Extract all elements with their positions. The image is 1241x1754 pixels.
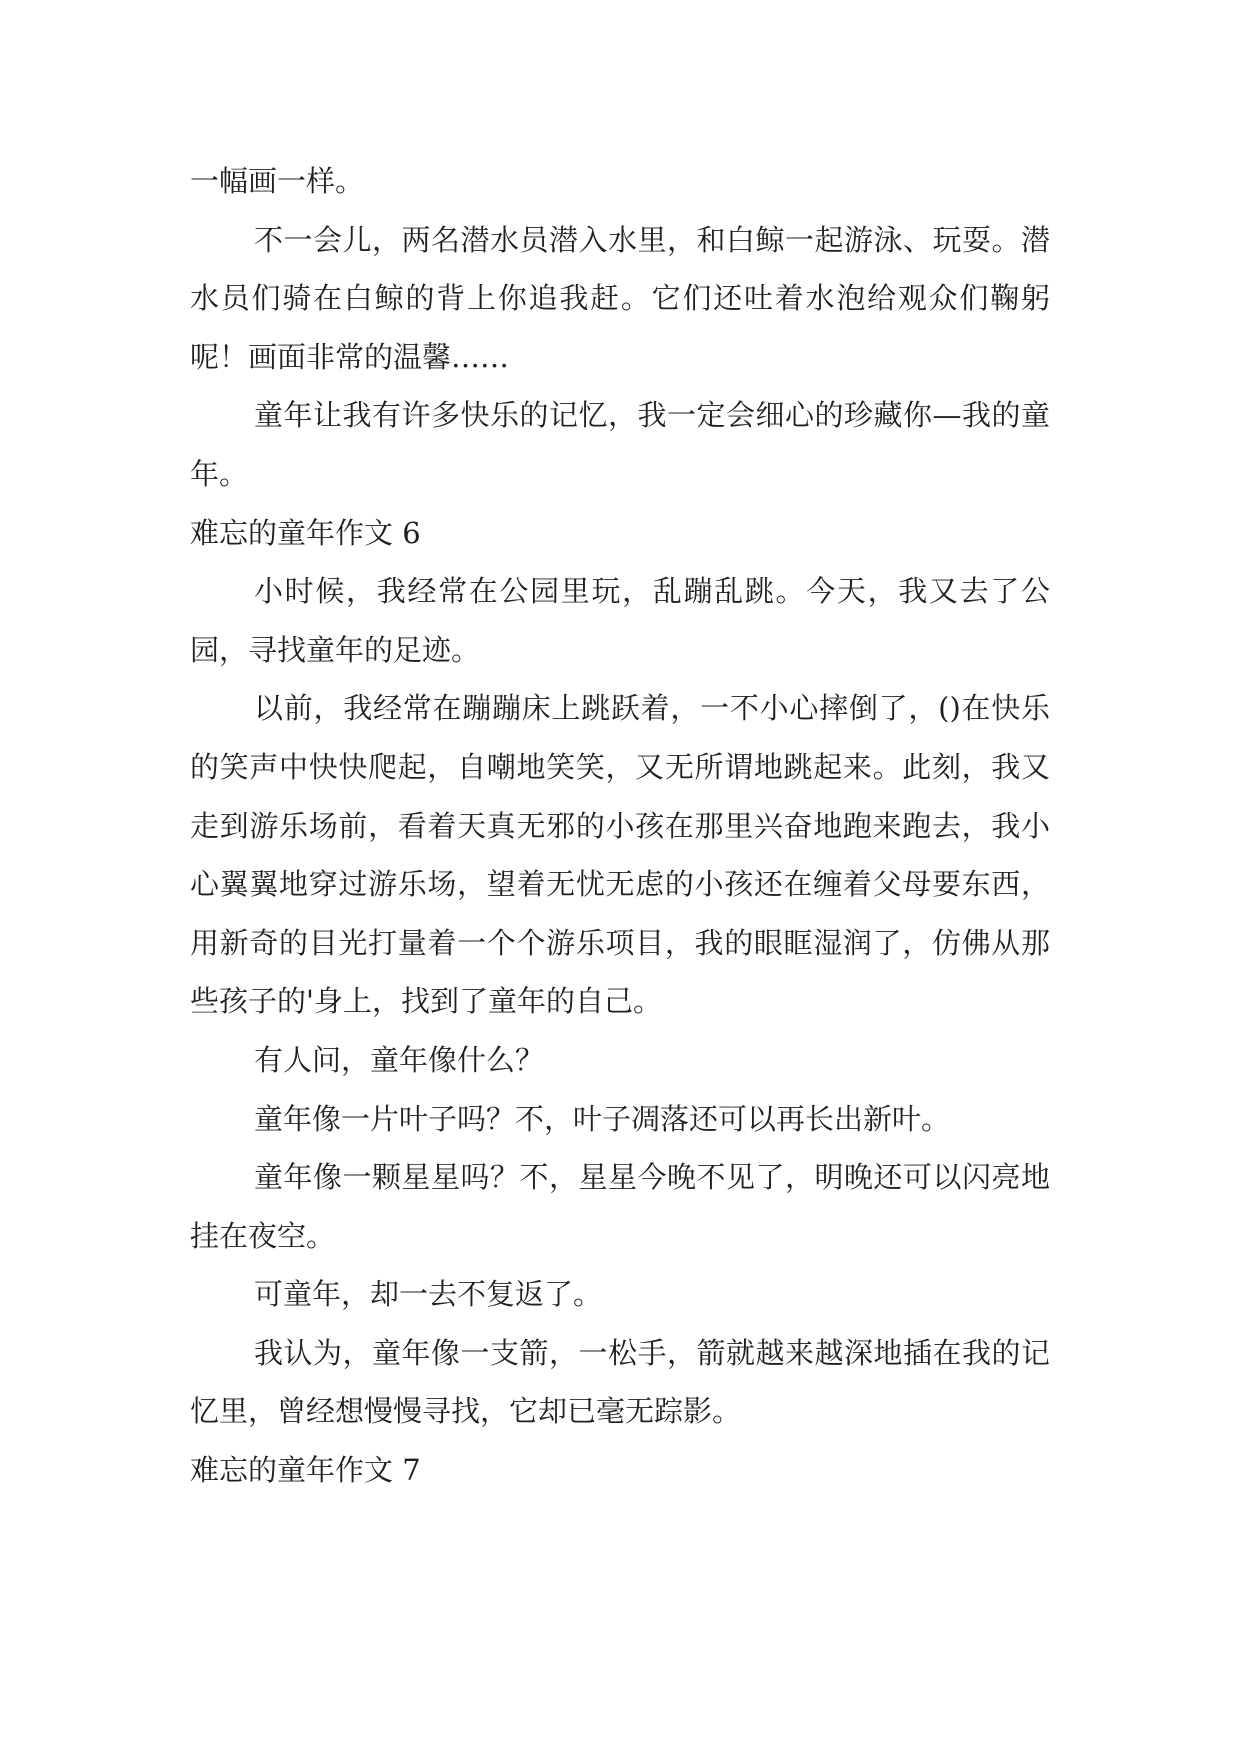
- paragraph: 可童年，却一去不复返了。: [254, 1277, 603, 1312]
- document-body: [190, 152, 1050, 1500]
- paragraph: 我认为，童年像一支箭，一松手，箭就越来越深地插在我的记忆里，曾经想慢慢寻找，它却已毫无踪影。: [190, 1335, 1050, 1429]
- paragraph: 一幅画一样。: [190, 164, 365, 198]
- paragraph: 以前，我经常在蹦蹦床上跳跃着，一不小心摔倒了，()在快乐的笑声中快快爬起，自嘲地笑笑，又无所谓地跳起来。此刻，我又走到游乐场前，看着天真无邪的小孩在那里兴奋地跑来跑去，我小心翼翼地穿过游乐场，望着无忧无虑的小孩还在缠着父母要东西，用新奇的目光打量着一个个游乐项目，我的眼眶湿润了，仿佛从那些孩子的'身上，找到了童年的自己。: [190, 691, 1050, 1019]
- section-heading: 难忘的童年作文 6: [190, 515, 421, 550]
- paragraph: 有人问，童年像什么？: [254, 1042, 545, 1077]
- paragraph: 童年像一颗星星吗？不，星星今晚不见了，明晚还可以闪亮地挂在夜空。: [190, 1160, 1050, 1253]
- paragraph: 童年让我有许多快乐的记忆，我一定会细心的珍藏你—我的童年。: [190, 398, 1050, 491]
- section-heading: 难忘的童年作文 7: [190, 1453, 421, 1488]
- paragraph: 童年像一片叶子吗？不，叶子凋落还可以再长出新叶。: [254, 1101, 951, 1136]
- paragraph: 小时候，我经常在公园里玩，乱蹦乱跳。今天，我又去了公园，寻找童年的足迹。: [190, 574, 1050, 667]
- paragraph: 不一会儿，两名潜水员潜入水里，和白鲸一起游泳、玩耍。潜水员们骑在白鲸的背上你追我赶。它们还吐着水泡给观众们鞠躬呢！画面非常的温馨……: [190, 222, 1050, 374]
